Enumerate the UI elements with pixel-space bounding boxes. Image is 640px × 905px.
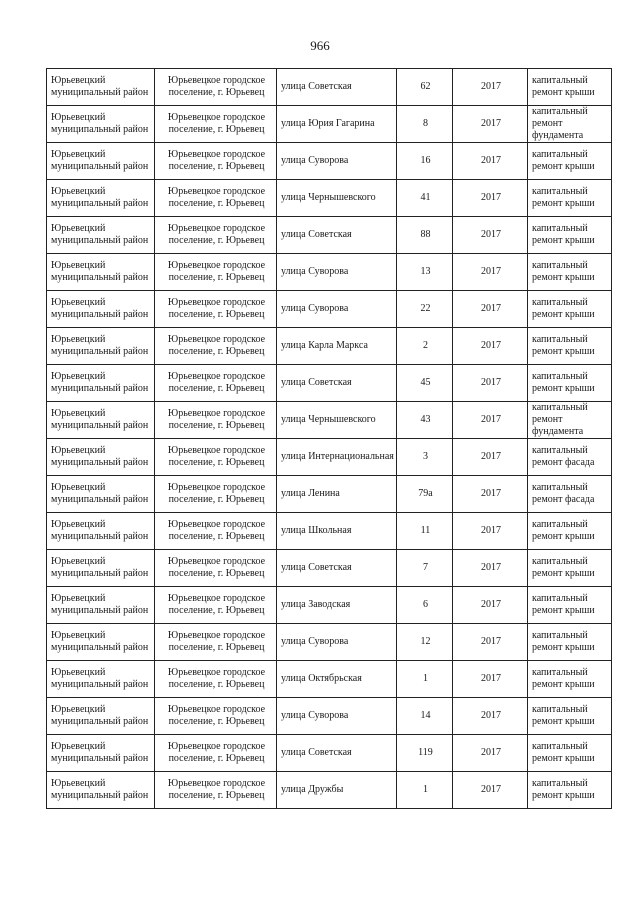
year-cell: 2017 bbox=[453, 69, 528, 106]
work-type-cell: капитальный ремонт крыши bbox=[528, 735, 612, 772]
house-number-cell: 8 bbox=[397, 106, 453, 143]
work-type-cell: капитальный ремонт крыши bbox=[528, 587, 612, 624]
district-cell: Юрьевецкий муниципальный район bbox=[47, 513, 155, 550]
house-number-cell: 88 bbox=[397, 217, 453, 254]
district-cell: Юрьевецкий муниципальный район bbox=[47, 550, 155, 587]
year-cell: 2017 bbox=[453, 254, 528, 291]
settlement-cell: Юрьевецкое городское поселение, г. Юрьевец bbox=[155, 180, 277, 217]
table-row bbox=[47, 772, 612, 809]
year-cell: 2017 bbox=[453, 365, 528, 402]
table-row bbox=[47, 291, 612, 328]
work-type-cell: капитальный ремонт крыши bbox=[528, 698, 612, 735]
table-row bbox=[47, 254, 612, 291]
work-type-cell: капитальный ремонт фасада bbox=[528, 439, 612, 476]
year-cell: 2017 bbox=[453, 513, 528, 550]
table-row bbox=[47, 365, 612, 402]
house-number-cell: 16 bbox=[397, 143, 453, 180]
settlement-cell: Юрьевецкое городское поселение, г. Юрьевец bbox=[155, 587, 277, 624]
house-number-cell: 79а bbox=[397, 476, 453, 513]
district-cell: Юрьевецкий муниципальный район bbox=[47, 476, 155, 513]
district-cell: Юрьевецкий муниципальный район bbox=[47, 328, 155, 365]
settlement-cell: Юрьевецкое городское поселение, г. Юрьевец bbox=[155, 476, 277, 513]
street-cell: улица Советская bbox=[277, 217, 397, 254]
settlement-cell: Юрьевецкое городское поселение, г. Юрьевец bbox=[155, 143, 277, 180]
year-cell: 2017 bbox=[453, 291, 528, 328]
work-type-cell: капитальный ремонт фундамента bbox=[528, 106, 612, 143]
street-cell: улица Советская bbox=[277, 69, 397, 106]
table-row bbox=[47, 550, 612, 587]
street-cell: улица Дружбы bbox=[277, 772, 397, 809]
house-number-cell: 7 bbox=[397, 550, 453, 587]
year-cell: 2017 bbox=[453, 328, 528, 365]
settlement-cell: Юрьевецкое городское поселение, г. Юрьевец bbox=[155, 402, 277, 439]
settlement-cell: Юрьевецкое городское поселение, г. Юрьевец bbox=[155, 106, 277, 143]
table-row bbox=[47, 624, 612, 661]
street-cell: улица Интернациональная bbox=[277, 439, 397, 476]
work-type-cell: капитальный ремонт крыши bbox=[528, 365, 612, 402]
settlement-cell: Юрьевецкое городское поселение, г. Юрьевец bbox=[155, 217, 277, 254]
year-cell: 2017 bbox=[453, 439, 528, 476]
work-type-cell: капитальный ремонт крыши bbox=[528, 180, 612, 217]
table-row bbox=[47, 698, 612, 735]
house-number-cell: 62 bbox=[397, 69, 453, 106]
table-row bbox=[47, 143, 612, 180]
district-cell: Юрьевецкий муниципальный район bbox=[47, 772, 155, 809]
table-row bbox=[47, 69, 612, 106]
district-cell: Юрьевецкий муниципальный район bbox=[47, 180, 155, 217]
street-cell: улица Суворова bbox=[277, 624, 397, 661]
settlement-cell: Юрьевецкое городское поселение, г. Юрьевец bbox=[155, 291, 277, 328]
settlement-cell: Юрьевецкое городское поселение, г. Юрьевец bbox=[155, 365, 277, 402]
street-cell: улица Суворова bbox=[277, 254, 397, 291]
settlement-cell: Юрьевецкое городское поселение, г. Юрьевец bbox=[155, 513, 277, 550]
house-number-cell: 12 bbox=[397, 624, 453, 661]
year-cell: 2017 bbox=[453, 476, 528, 513]
street-cell: улица Чернышевского bbox=[277, 180, 397, 217]
table-body bbox=[47, 69, 612, 809]
housing-repair-table bbox=[46, 68, 612, 809]
district-cell: Юрьевецкий муниципальный район bbox=[47, 254, 155, 291]
district-cell: Юрьевецкий муниципальный район bbox=[47, 698, 155, 735]
house-number-cell: 11 bbox=[397, 513, 453, 550]
street-cell: улица Чернышевского bbox=[277, 402, 397, 439]
year-cell: 2017 bbox=[453, 217, 528, 254]
table-row bbox=[47, 106, 612, 143]
work-type-cell: капитальный ремонт крыши bbox=[528, 624, 612, 661]
house-number-cell: 3 bbox=[397, 439, 453, 476]
table-row bbox=[47, 587, 612, 624]
year-cell: 2017 bbox=[453, 106, 528, 143]
year-cell: 2017 bbox=[453, 735, 528, 772]
work-type-cell: капитальный ремонт крыши bbox=[528, 772, 612, 809]
work-type-cell: капитальный ремонт крыши bbox=[528, 217, 612, 254]
street-cell: улица Ленина bbox=[277, 476, 397, 513]
street-cell: улица Юрия Гагарина bbox=[277, 106, 397, 143]
district-cell: Юрьевецкий муниципальный район bbox=[47, 365, 155, 402]
table-row bbox=[47, 476, 612, 513]
settlement-cell: Юрьевецкое городское поселение, г. Юрьевец bbox=[155, 698, 277, 735]
work-type-cell: капитальный ремонт крыши bbox=[528, 291, 612, 328]
street-cell: улица Суворова bbox=[277, 143, 397, 180]
work-type-cell: капитальный ремонт крыши bbox=[528, 254, 612, 291]
street-cell: улица Советская bbox=[277, 365, 397, 402]
district-cell: Юрьевецкий муниципальный район bbox=[47, 69, 155, 106]
street-cell: улица Суворова bbox=[277, 698, 397, 735]
settlement-cell: Юрьевецкое городское поселение, г. Юрьевец bbox=[155, 661, 277, 698]
table-row bbox=[47, 661, 612, 698]
settlement-cell: Юрьевецкое городское поселение, г. Юрьевец bbox=[155, 735, 277, 772]
house-number-cell: 45 bbox=[397, 365, 453, 402]
house-number-cell: 22 bbox=[397, 291, 453, 328]
table-row bbox=[47, 402, 612, 439]
district-cell: Юрьевецкий муниципальный район bbox=[47, 402, 155, 439]
table-row bbox=[47, 513, 612, 550]
house-number-cell: 2 bbox=[397, 328, 453, 365]
year-cell: 2017 bbox=[453, 402, 528, 439]
table-row bbox=[47, 328, 612, 365]
house-number-cell: 41 bbox=[397, 180, 453, 217]
district-cell: Юрьевецкий муниципальный район bbox=[47, 217, 155, 254]
settlement-cell: Юрьевецкое городское поселение, г. Юрьевец bbox=[155, 328, 277, 365]
page-number: 966 bbox=[310, 38, 330, 53]
work-type-cell: капитальный ремонт крыши bbox=[528, 328, 612, 365]
house-number-cell: 1 bbox=[397, 661, 453, 698]
year-cell: 2017 bbox=[453, 180, 528, 217]
settlement-cell: Юрьевецкое городское поселение, г. Юрьевец bbox=[155, 439, 277, 476]
house-number-cell: 6 bbox=[397, 587, 453, 624]
street-cell: улица Суворова bbox=[277, 291, 397, 328]
settlement-cell: Юрьевецкое городское поселение, г. Юрьевец bbox=[155, 550, 277, 587]
year-cell: 2017 bbox=[453, 661, 528, 698]
district-cell: Юрьевецкий муниципальный район bbox=[47, 439, 155, 476]
street-cell: улица Школьная bbox=[277, 513, 397, 550]
work-type-cell: капитальный ремонт крыши bbox=[528, 550, 612, 587]
house-number-cell: 14 bbox=[397, 698, 453, 735]
settlement-cell: Юрьевецкое городское поселение, г. Юрьевец bbox=[155, 69, 277, 106]
street-cell: улица Карла Маркса bbox=[277, 328, 397, 365]
street-cell: улица Советская bbox=[277, 550, 397, 587]
year-cell: 2017 bbox=[453, 698, 528, 735]
district-cell: Юрьевецкий муниципальный район bbox=[47, 143, 155, 180]
house-number-cell: 1 bbox=[397, 772, 453, 809]
district-cell: Юрьевецкий муниципальный район bbox=[47, 624, 155, 661]
table-row bbox=[47, 217, 612, 254]
table-row bbox=[47, 439, 612, 476]
settlement-cell: Юрьевецкое городское поселение, г. Юрьевец bbox=[155, 772, 277, 809]
table-row bbox=[47, 180, 612, 217]
house-number-cell: 119 bbox=[397, 735, 453, 772]
house-number-cell: 43 bbox=[397, 402, 453, 439]
work-type-cell: капитальный ремонт крыши bbox=[528, 513, 612, 550]
district-cell: Юрьевецкий муниципальный район bbox=[47, 291, 155, 328]
house-number-cell: 13 bbox=[397, 254, 453, 291]
work-type-cell: капитальный ремонт фасада bbox=[528, 476, 612, 513]
year-cell: 2017 bbox=[453, 772, 528, 809]
street-cell: улица Советская bbox=[277, 735, 397, 772]
work-type-cell: капитальный ремонт крыши bbox=[528, 143, 612, 180]
year-cell: 2017 bbox=[453, 143, 528, 180]
work-type-cell: капитальный ремонт фундамента bbox=[528, 402, 612, 439]
work-type-cell: капитальный ремонт крыши bbox=[528, 69, 612, 106]
street-cell: улица Заводская bbox=[277, 587, 397, 624]
year-cell: 2017 bbox=[453, 624, 528, 661]
district-cell: Юрьевецкий муниципальный район bbox=[47, 587, 155, 624]
year-cell: 2017 bbox=[453, 587, 528, 624]
district-cell: Юрьевецкий муниципальный район bbox=[47, 106, 155, 143]
table-row bbox=[47, 735, 612, 772]
settlement-cell: Юрьевецкое городское поселение, г. Юрьевец bbox=[155, 254, 277, 291]
district-cell: Юрьевецкий муниципальный район bbox=[47, 661, 155, 698]
district-cell: Юрьевецкий муниципальный район bbox=[47, 735, 155, 772]
year-cell: 2017 bbox=[453, 550, 528, 587]
work-type-cell: капитальный ремонт крыши bbox=[528, 661, 612, 698]
street-cell: улица Октябрьская bbox=[277, 661, 397, 698]
settlement-cell: Юрьевецкое городское поселение, г. Юрьевец bbox=[155, 624, 277, 661]
